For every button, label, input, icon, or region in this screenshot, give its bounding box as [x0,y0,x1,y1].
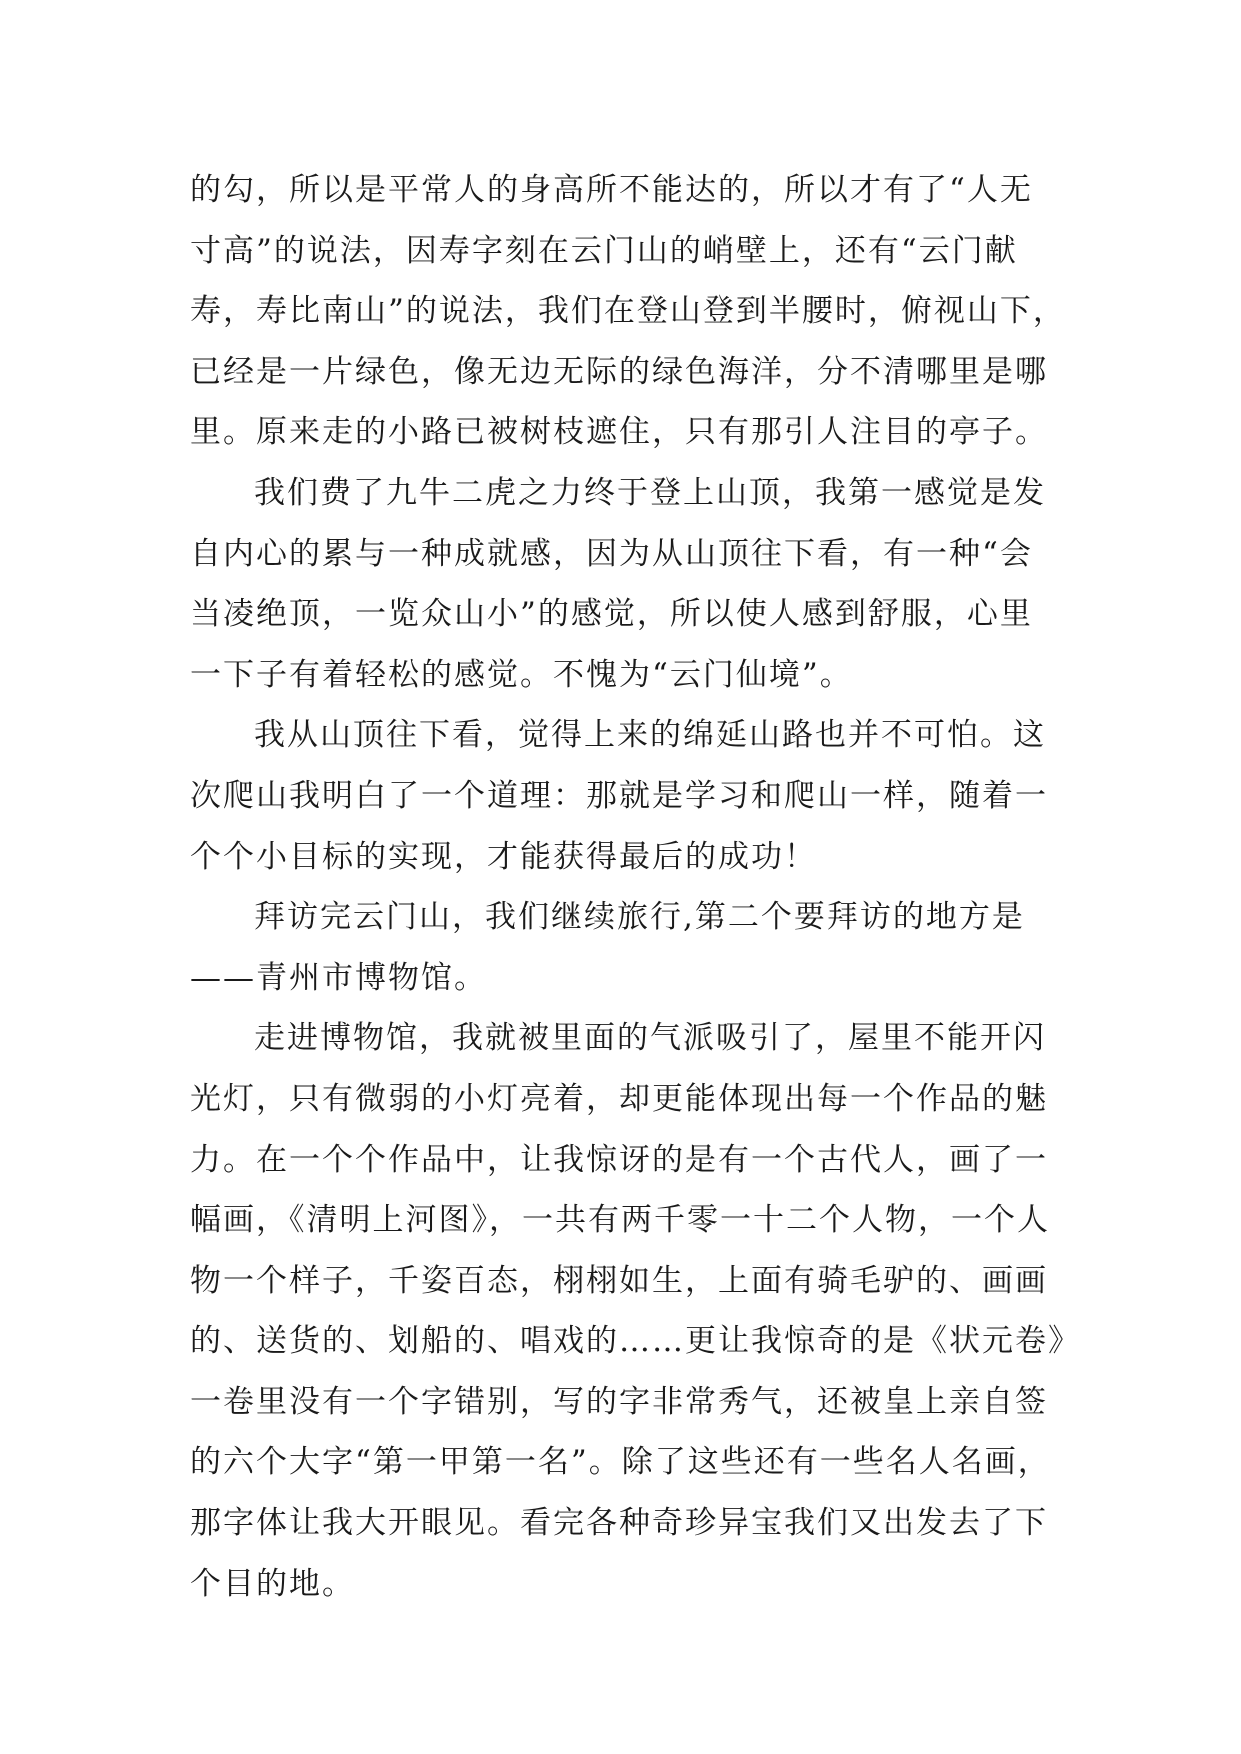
text-line: 当凌绝顶，一览众山小”的感觉，所以使人感到舒服，心里 [190,596,1033,633]
paragraph-first-line: 我从山顶往下看，觉得上来的绵延山路也并不可怕。这 [254,717,1046,754]
text-line: 寿，寿比南山”的说法，我们在登山登到半腰时，俯视山下， [190,293,1066,330]
text-line: 幅画，《清明上河图》，一共有两千零一十二个人物，一个人 [190,1202,1050,1239]
text-line: 的、送货的、划船的、唱戏的……更让我惊奇的是《状元卷》 [190,1323,1081,1360]
paragraph-first-line: 拜访完云门山，我们继续旅行,第二个要拜访的地方是 [254,899,1025,936]
text-line: 里。原来走的小路已被树枝遮住，只有那引人注目的亭子。 [190,414,1048,451]
paragraph-first-line: 走进博物馆，我就被里面的气派吸引了，屋里不能开闪 [254,1020,1046,1057]
text-line: 个目的地。 [190,1565,355,1602]
document-body [190,160,1081,1614]
text-line: ——青州市博物馆。 [190,959,487,996]
text-line: 的六个大字“第一甲第一名”。除了这些还有一些名人名画， [190,1444,1051,1481]
text-line: 物一个样子，千姿百态，栩栩如生，上面有骑毛驴的、画画 [190,1262,1048,1299]
paragraph-first-line: 我们费了九牛二虎之力终于登上山顶，我第一感觉是发 [254,474,1046,511]
text-line: 一下子有着轻松的感觉。不愧为“云门仙境”。 [190,656,853,693]
text-line: 个个小目标的实现，才能获得最后的成功！ [190,838,817,875]
text-line: 的勾，所以是平常人的身高所不能达的，所以才有了“人无 [190,172,1033,208]
text-line: 力。在一个个作品中，让我惊讶的是有一个古代人，画了一 [190,1141,1048,1178]
text-line: 那字体让我大开眼见。看完各种奇珍异宝我们又出发去了下 [190,1505,1048,1542]
text-line: 自内心的累与一种成就感，因为从山顶往下看，有一种“会 [190,535,1033,572]
text-line: 一卷里没有一个字错别，写的字非常秀气，还被皇上亲自签 [190,1383,1048,1420]
text-line: 次爬山我明白了一个道理：那就是学习和爬山一样，随着一 [190,777,1048,814]
text-line: 已经是一片绿色，像无边无际的绿色海洋，分不清哪里是哪 [190,353,1048,390]
text-line: 光灯，只有微弱的小灯亮着，却更能体现出每一个作品的魅 [190,1080,1048,1117]
text-line: 寸高”的说法，因寿字刻在云门山的峭壁上，还有“云门献 [190,232,1018,269]
